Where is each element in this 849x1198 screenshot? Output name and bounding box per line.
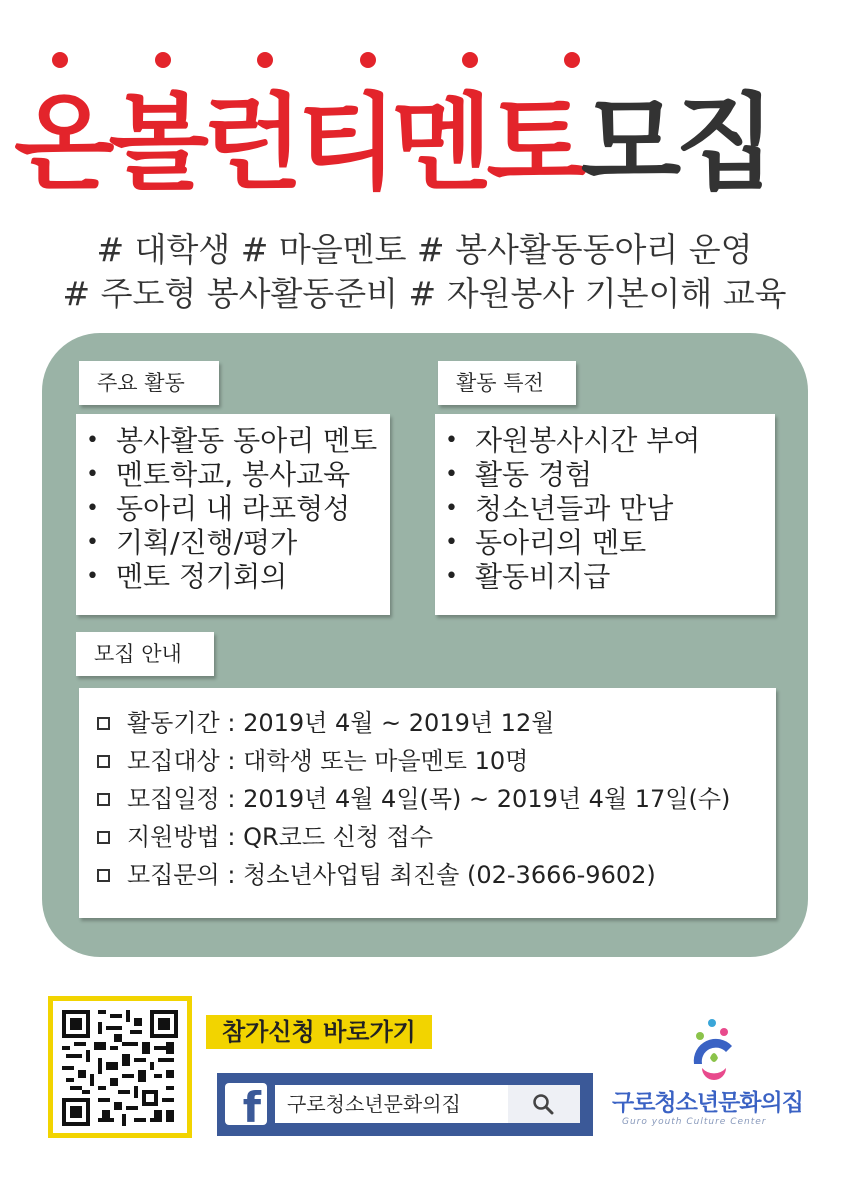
decorative-dot [564,52,580,68]
qr-code[interactable] [48,996,192,1138]
benefits-box [435,414,775,615]
list-item: 모집대상 : 대학생 또는 마을멘토 10명 [79,742,776,780]
facebook-search-text: 구로청소년문화의집 [287,1092,461,1116]
hashtags-line-2: # 주도형 봉사활동준비 # 자원봉사 기본이해 교육 [62,274,787,313]
recruit-info-box [79,688,776,918]
search-icon [532,1093,554,1115]
org-subtitle: Guro youth Culture Center [622,1117,767,1127]
list-item: • 활동 경험 [435,458,775,492]
benefits-list [435,414,775,594]
main-activities-list [76,414,390,594]
checkbox-icon [97,793,110,806]
checkbox-icon [97,869,110,882]
list-item: • 청소년들과 만남 [435,492,775,526]
checkbox-icon [97,831,110,844]
list-item: • 봉사활동 동아리 멘토 [76,424,390,458]
list-item: • 멘토 정기회의 [76,560,390,594]
list-item: 모집일정 : 2019년 4월 4일(목) ~ 2019년 4월 17일(수) [79,780,776,818]
recruit-info-tab: 모집 안내 [76,632,214,676]
list-item: 활동기간 : 2019년 4월 ~ 2019년 12월 [79,704,776,742]
search-button[interactable] [508,1085,580,1123]
list-item: • 동아리 내 라포형성 [76,492,390,526]
recruit-info-list [79,688,776,894]
page-title [14,78,844,208]
org-logo-icon [680,1018,750,1088]
list-item: 모집문의 : 청소년사업팀 최진솔 (02-3666-9602) [79,856,776,894]
decorative-dot [360,52,376,68]
decorative-dot [462,52,478,68]
apply-link[interactable]: 참가신청 바로가기 [206,1015,432,1049]
list-item: • 멘토학교, 봉사교육 [76,458,390,492]
facebook-search-field[interactable] [275,1085,580,1123]
main-activities-box [76,414,390,615]
decorative-dots [0,52,849,72]
main-activities-tab: 주요 활동 [79,361,219,405]
decorative-dot [257,52,273,68]
list-item: • 활동비지급 [435,560,775,594]
page-title-dark: 모집 [580,82,770,204]
list-item: • 자원봉사시간 부여 [435,424,775,458]
checkbox-icon [97,755,110,768]
list-item: • 동아리의 멘토 [435,526,775,560]
benefits-tab: 활동 특전 [438,361,576,405]
list-item: 지원방법 : QR코드 신청 접수 [79,818,776,856]
list-item: • 기획/진행/평가 [76,526,390,560]
decorative-dot [52,52,68,68]
checkbox-icon [97,717,110,730]
org-name: 구로청소년문화의집 [612,1090,803,1116]
page-title-red: 온볼런티멘토 [14,82,581,204]
qr-code-icon [62,1010,178,1126]
facebook-icon: f [225,1083,267,1125]
hashtags-line-1: # 대학생 # 마을멘토 # 봉사활동동아리 운영 [96,230,753,269]
facebook-search-bar[interactable] [217,1073,593,1136]
decorative-dot [155,52,171,68]
